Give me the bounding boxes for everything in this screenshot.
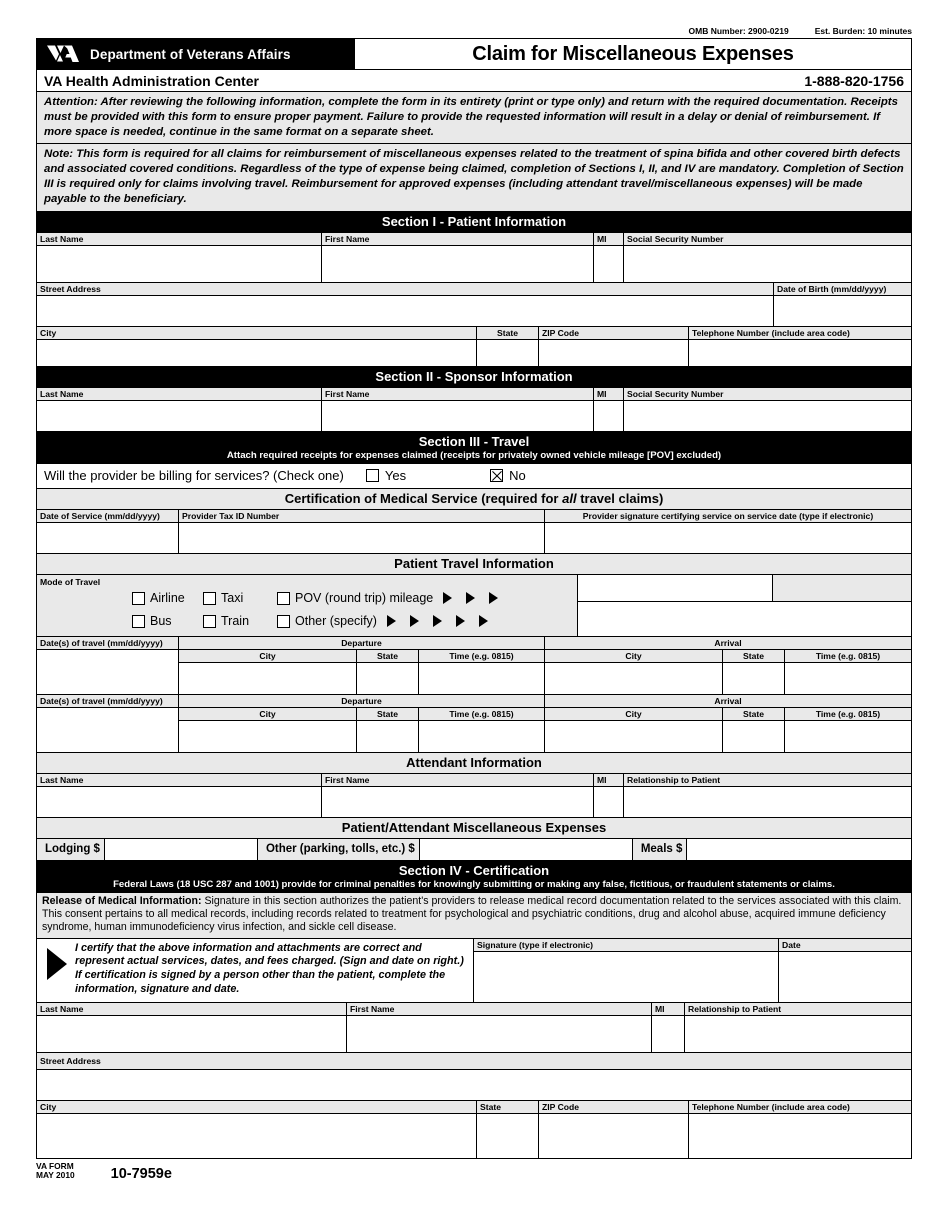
certifier-state-label: State [477,1101,538,1114]
certifier-mi-label: MI [652,1003,684,1016]
patient-city-input[interactable] [37,340,476,366]
page-title: Claim for Miscellaneous Expenses [472,42,794,65]
other-arrow-markers [387,615,488,627]
trip1-arr-city-input[interactable] [545,663,722,693]
cert-medical-heading-em: all [562,490,577,506]
patient-street-label: Street Address [37,283,773,296]
trip1-arrival-label: Arrival [545,637,911,649]
mode-taxi-label: Taxi [221,591,244,606]
certifier-city-label: City [37,1101,476,1114]
section-4-heading [37,861,911,893]
patient-ssn-cell [624,233,911,282]
mode-train-option[interactable] [203,614,277,628]
certifier-telephone-cell [689,1101,911,1158]
attendant-info-heading: Attendant Information [37,753,911,774]
form-footer [36,1159,912,1182]
provider-tax-id-input[interactable] [179,523,544,553]
mode-train-label: Train [221,614,250,629]
cert-medical-heading-a: Certification of Medical Service (required for [284,490,563,506]
trip2-dep-state-cell [357,708,419,752]
trip2-arrival-label: Arrival [545,695,911,707]
section-4-title: Section IV - Certification [398,862,550,878]
patient-telephone-label: Telephone Number (include area code) [689,327,911,340]
certifier-last-name-input[interactable] [37,1016,346,1052]
trip2-dep-state-input[interactable] [357,721,418,751]
omb-number: OMB Number: 2900-0219 [688,26,789,36]
sponsor-first-name-input[interactable] [322,401,593,431]
attention-notice: Attention: After reviewing the following information, complete the form in its entirety (print or type only) and return with the required documentation. Receipts must be provided with this form to ensure proper payment. Failure to provide the requested information will result in a delay or denial of reimbursement. If more space is needed, continue in the same format on a separate sheet. [37,92,911,144]
attendant-mi-cell [594,774,624,817]
lodging-label: Lodging $ [45,843,100,856]
arrow-right-icon [456,615,465,627]
patient-ssn-label: Social Security Number [624,233,911,246]
omb-header [36,26,912,38]
trip2-dates-input[interactable] [37,708,178,752]
trip2-arr-state-label: State [723,708,784,721]
certifier-city-cell [37,1101,477,1158]
billing-no-option[interactable] [490,468,526,483]
patient-travel-info-heading: Patient Travel Information [37,554,911,575]
trip1-arr-time-input[interactable] [785,663,911,693]
trip1-dates-input[interactable] [37,650,178,694]
va-seal-icon [46,44,80,65]
certifier-zip-cell [539,1101,689,1158]
billing-question-row [37,464,911,489]
sponsor-first-name-cell [322,388,594,431]
attendant-relationship-label: Relationship to Patient [624,774,911,787]
mode-of-travel-block [37,575,911,637]
form-page [36,26,912,1181]
certifier-street-input[interactable] [37,1070,911,1100]
attendant-relationship-input[interactable] [624,787,911,817]
form-number: 10-7959e [110,1166,172,1183]
mode-of-travel-label: Mode of Travel [40,576,101,587]
patient-telephone-input[interactable] [689,340,911,366]
cert-medical-row [37,510,911,554]
mode-of-travel-options [37,575,578,636]
section-3-subtitle: Attach required receipts for expenses claimed (receipts for privately owned vehicle mileage [POV] excluded) [226,449,722,461]
attendant-first-name-label: First Name [322,774,593,787]
contact-phone: 1-888-820-1756 [804,72,904,89]
cert-medical-heading [37,489,911,510]
mode-other-checkbox[interactable] [277,615,290,628]
trip1-arr-city-label: City [545,650,722,663]
patient-dob-input[interactable] [774,296,911,326]
signature-cell [474,939,779,1002]
patient-zip-input[interactable] [539,340,688,366]
trip1-dates-cell [37,650,179,694]
mode-train-checkbox[interactable] [203,615,216,628]
arrow-right-icon [479,615,488,627]
patient-last-name-label: Last Name [37,233,321,246]
billing-yes-checkbox[interactable] [366,469,379,482]
certification-signature-row [37,939,911,1003]
mode-pov-checkbox[interactable] [277,592,290,605]
mode-bus-checkbox[interactable] [132,615,145,628]
mode-bus-option[interactable] [132,614,203,628]
sponsor-last-name-input[interactable] [37,401,321,431]
section-3-title: Section III - Travel [418,433,530,449]
mode-pov-label: POV (round trip) mileage [295,591,434,606]
sponsor-mi-input[interactable] [594,401,623,431]
signature-date-label: Date [779,939,911,952]
certifier-name-row [37,1003,911,1053]
patient-zip-cell [539,327,689,366]
arrow-right-icon [443,592,452,604]
trip2-dep-time-label: Time (e.g. 0815) [419,708,544,721]
trip-header-row [37,637,911,650]
est-burden: Est. Burden: 10 minutes [814,26,912,36]
trip2-dep-time-cell [419,708,545,752]
arrow-right-icon [387,615,396,627]
attendant-relationship-cell [624,774,911,817]
trip2-arr-state-cell [723,708,785,752]
trip1-dep-city-input[interactable] [179,663,356,693]
trip1-dep-city-label: City [179,650,356,663]
mode-taxi-checkbox[interactable] [203,592,216,605]
meals-input[interactable] [686,839,911,860]
trip1-arr-state-input[interactable] [723,663,784,693]
pov-mileage-filler [773,575,911,601]
patient-street-cell [37,283,774,326]
certifier-city-row [37,1101,911,1159]
arrow-right-icon [410,615,419,627]
certifier-relationship-label: Relationship to Patient [685,1003,911,1016]
patient-dob-cell [774,283,911,326]
billing-no-checkbox[interactable] [490,469,503,482]
patient-mi-input[interactable] [594,246,623,282]
attendant-last-name-label: Last Name [37,774,321,787]
trip1-arr-state-cell [723,650,785,694]
patient-last-name-cell [37,233,322,282]
sponsor-ssn-label: Social Security Number [624,388,911,401]
sponsor-first-name-label: First Name [322,388,593,401]
trip2-dates-label-cell [37,695,179,707]
mode-bus-label: Bus [150,614,172,629]
sponsor-mi-label: MI [594,388,623,401]
mode-pov-option[interactable] [277,591,433,605]
certifier-relationship-cell [685,1003,911,1052]
trip1-dep-city-cell [179,650,357,694]
billing-no-label: No [509,468,526,484]
sponsor-name-row [37,388,911,432]
arrow-right-icon [47,948,67,980]
patient-mi-cell [594,233,624,282]
trip2-arr-time-input[interactable] [785,721,911,751]
certifier-first-name-input[interactable] [347,1016,651,1052]
trip1-fields-row [37,650,911,695]
other-expense-input[interactable] [419,839,633,860]
signature-date-input[interactable] [779,952,911,1002]
trip1-departure-label-cell [179,637,545,649]
trip1-arr-time-label: Time (e.g. 0815) [785,650,911,663]
date-of-service-label: Date of Service (mm/dd/yyyy) [37,510,178,523]
release-body: Signature in this section authorizes the patient's providers to release medical record documentation related to the services associated with this claim. This consent pertains to all medical records, including records related to treatment for psychological and psychiatric conditions, drug and alcohol abuse, acquired immune deficiency syndrome, human immunodeficiency virus infection, and sickle cell disease. [42,894,902,934]
va-form-stamp [36,1162,75,1182]
meals-label: Meals $ [640,843,683,856]
trip2-arr-city-input[interactable] [545,721,722,751]
provider-tax-id-cell [179,510,545,553]
trip1-arrival-label-cell [545,637,911,649]
title-bar [37,39,911,70]
pov-mileage-row [578,575,911,602]
date-of-service-cell [37,510,179,553]
billing-yes-option[interactable] [366,468,406,483]
admin-center-name: VA Health Administration Center [44,72,259,89]
certifier-mi-cell [652,1003,685,1052]
arrow-right-icon [433,615,442,627]
trip2-arr-city-label: City [545,708,722,721]
signature-label: Signature (type if electronic) [474,939,778,952]
provider-tax-id-label: Provider Tax ID Number [179,510,544,523]
certifier-state-input[interactable] [477,1114,538,1158]
billing-question-label: Will the provider be billing for services? (Check one) [44,468,344,484]
trip1-dep-time-input[interactable] [419,663,544,693]
va-brand [37,39,355,69]
trip2-dep-time-input[interactable] [419,721,544,751]
misc-expenses-row [37,839,911,861]
patient-state-cell [477,327,539,366]
trip1-dep-state-label: State [357,650,418,663]
certifier-street-label: Street Address [37,1053,911,1070]
certifier-state-cell [477,1101,539,1158]
mode-airline-label: Airline [150,591,185,606]
certifier-relationship-input[interactable] [685,1016,911,1052]
trip2-arrival-label-cell [545,695,911,707]
trip2-arr-time-cell [785,708,911,752]
trip1-arr-city-cell [545,650,723,694]
patient-mi-label: MI [594,233,623,246]
billing-yes-label: Yes [384,468,407,484]
certifier-zip-label: ZIP Code [539,1101,688,1114]
arrow-right-icon [466,592,475,604]
attendant-name-row [37,774,911,818]
section-1-heading: Section I - Patient Information [37,212,911,233]
patient-first-name-cell [322,233,594,282]
patient-first-name-input[interactable] [322,246,593,282]
va-form-line-1: VA FORM [36,1160,74,1171]
mode-other-label: Other (specify) [295,614,377,629]
signature-input[interactable] [474,952,778,1002]
trip1-dep-state-input[interactable] [357,663,418,693]
patient-city-row [37,327,911,367]
certifier-first-name-label: First Name [347,1003,651,1016]
trip2-departure-label-cell [179,695,545,707]
patient-state-label: State [477,327,538,340]
provider-signature-input[interactable] [545,523,911,553]
other-specify-input[interactable] [578,602,911,636]
arrow-right-icon [489,592,498,604]
certifier-telephone-label: Telephone Number (include area code) [689,1101,911,1114]
trip2-dep-state-label: State [357,708,418,721]
sponsor-ssn-cell [624,388,911,431]
trip2-dep-city-input[interactable] [179,721,356,751]
patient-zip-label: ZIP Code [539,327,688,340]
patient-city-label: City [37,327,476,340]
patient-city-cell [37,327,477,366]
sponsor-mi-cell [594,388,624,431]
sponsor-ssn-input[interactable] [624,401,911,431]
certifier-telephone-input[interactable] [689,1114,911,1158]
pov-mileage-input[interactable] [578,575,773,601]
certifier-first-name-cell [347,1003,652,1052]
va-form-line-2: MAY 2010 [36,1170,75,1181]
trip1-dates-label: Date(s) of travel (mm/dd/yyyy) [37,637,178,649]
mode-airline-checkbox[interactable] [132,592,145,605]
attendant-mi-label: MI [594,774,623,787]
mode-airline-option[interactable] [132,591,203,605]
certifier-city-input[interactable] [37,1114,476,1158]
provider-signature-label: Provider signature certifying service on service date (type if electronic) [545,510,911,523]
trip1-dates-label-cell [37,637,179,649]
cert-medical-heading-b: travel claims) [576,490,664,506]
certifier-street-row [37,1053,911,1101]
section-2-heading: Section II - Sponsor Information [37,367,911,388]
trip2-fields-row [37,708,911,753]
section-4-subtitle: Federal Laws (18 USC 287 and 1001) provide for criminal penalties for knowingly submitting or making any false, fictitious, or fraudulent statements or claims. [113,878,835,890]
trip2-arr-city-cell [545,708,723,752]
trip1-dep-time-label: Time (e.g. 0815) [419,650,544,663]
certification-statement-block [37,939,474,1002]
patient-state-input[interactable] [477,340,538,366]
attendant-first-name-cell [322,774,594,817]
sponsor-last-name-label: Last Name [37,388,321,401]
trip2-arr-time-label: Time (e.g. 0815) [785,708,911,721]
attendant-last-name-cell [37,774,322,817]
provider-signature-cell [545,510,911,553]
trip1-dep-state-cell [357,650,419,694]
patient-dob-label: Date of Birth (mm/dd/yyyy) [774,283,911,296]
other-expense-label: Other (parking, tolls, etc.) $ [265,843,415,856]
certifier-last-name-cell [37,1003,347,1052]
patient-last-name-input[interactable] [37,246,321,282]
trip1-departure-label: Departure [179,637,544,649]
date-of-service-input[interactable] [37,523,178,553]
certifier-last-name-label: Last Name [37,1003,346,1016]
misc-expenses-heading: Patient/Attendant Miscellaneous Expenses [37,818,911,839]
form-frame [36,38,912,1159]
mode-taxi-option[interactable] [203,591,277,605]
mode-of-travel-row-1 [40,587,577,610]
release-title: Release of Medical Information: [42,894,202,907]
certifier-zip-input[interactable] [539,1114,688,1158]
trip2-departure-label: Departure [179,695,544,707]
trip2-dep-city-cell [179,708,357,752]
signature-date-cell [779,939,911,1002]
trip2-dates-cell [37,708,179,752]
lodging-input[interactable] [104,839,258,860]
mode-of-travel-row-2 [40,610,577,633]
attendant-first-name-input[interactable] [322,787,593,817]
sponsor-last-name-cell [37,388,322,431]
note-notice: Note: This form is required for all claims for reimbursement of miscellaneous expenses related to the treatment of spina bifida and other covered birth defects and associated covered conditions. Regardless of the type of expense being claimed, completion of Sections I, II, and IV are mandatory. Completion of Section III is required only for claims involving travel. Reimbursement for approved expenses (including attendant travel/miscellaneous expenses) will be made payable to the beneficiary. [37,144,911,211]
mode-other-option[interactable] [277,614,377,628]
certification-statement: I certify that the above information and attachments are correct and represent actual services, dates, and fees charged. (Sign and date on right.) If certification is signed by a person other than the patient, complete the information, signature and date. [75,941,464,995]
section-3-heading [37,432,911,464]
mode-of-travel-inputs [578,575,911,636]
pov-arrow-markers [443,592,498,604]
trip1-dep-time-cell [419,650,545,694]
trip2-dep-city-label: City [179,708,356,721]
agency-name: Department of Veterans Affairs [90,46,291,62]
trip2-dates-label: Date(s) of travel (mm/dd/yyyy) [37,695,178,707]
certifier-mi-input[interactable] [652,1016,684,1052]
patient-name-row [37,233,911,283]
attendant-mi-input[interactable] [594,787,623,817]
center-bar [37,70,911,92]
patient-telephone-cell [689,327,911,366]
trip1-arr-state-label: State [723,650,784,663]
patient-street-input[interactable] [37,296,773,326]
patient-first-name-label: First Name [322,233,593,246]
trip2-arr-state-input[interactable] [723,721,784,751]
patient-ssn-input[interactable] [624,246,911,282]
release-of-medical-information [37,893,911,939]
patient-street-row [37,283,911,327]
trip2-header-row [37,695,911,708]
attendant-last-name-input[interactable] [37,787,321,817]
certifier-street-cell [37,1053,911,1100]
trip1-arr-time-cell [785,650,911,694]
